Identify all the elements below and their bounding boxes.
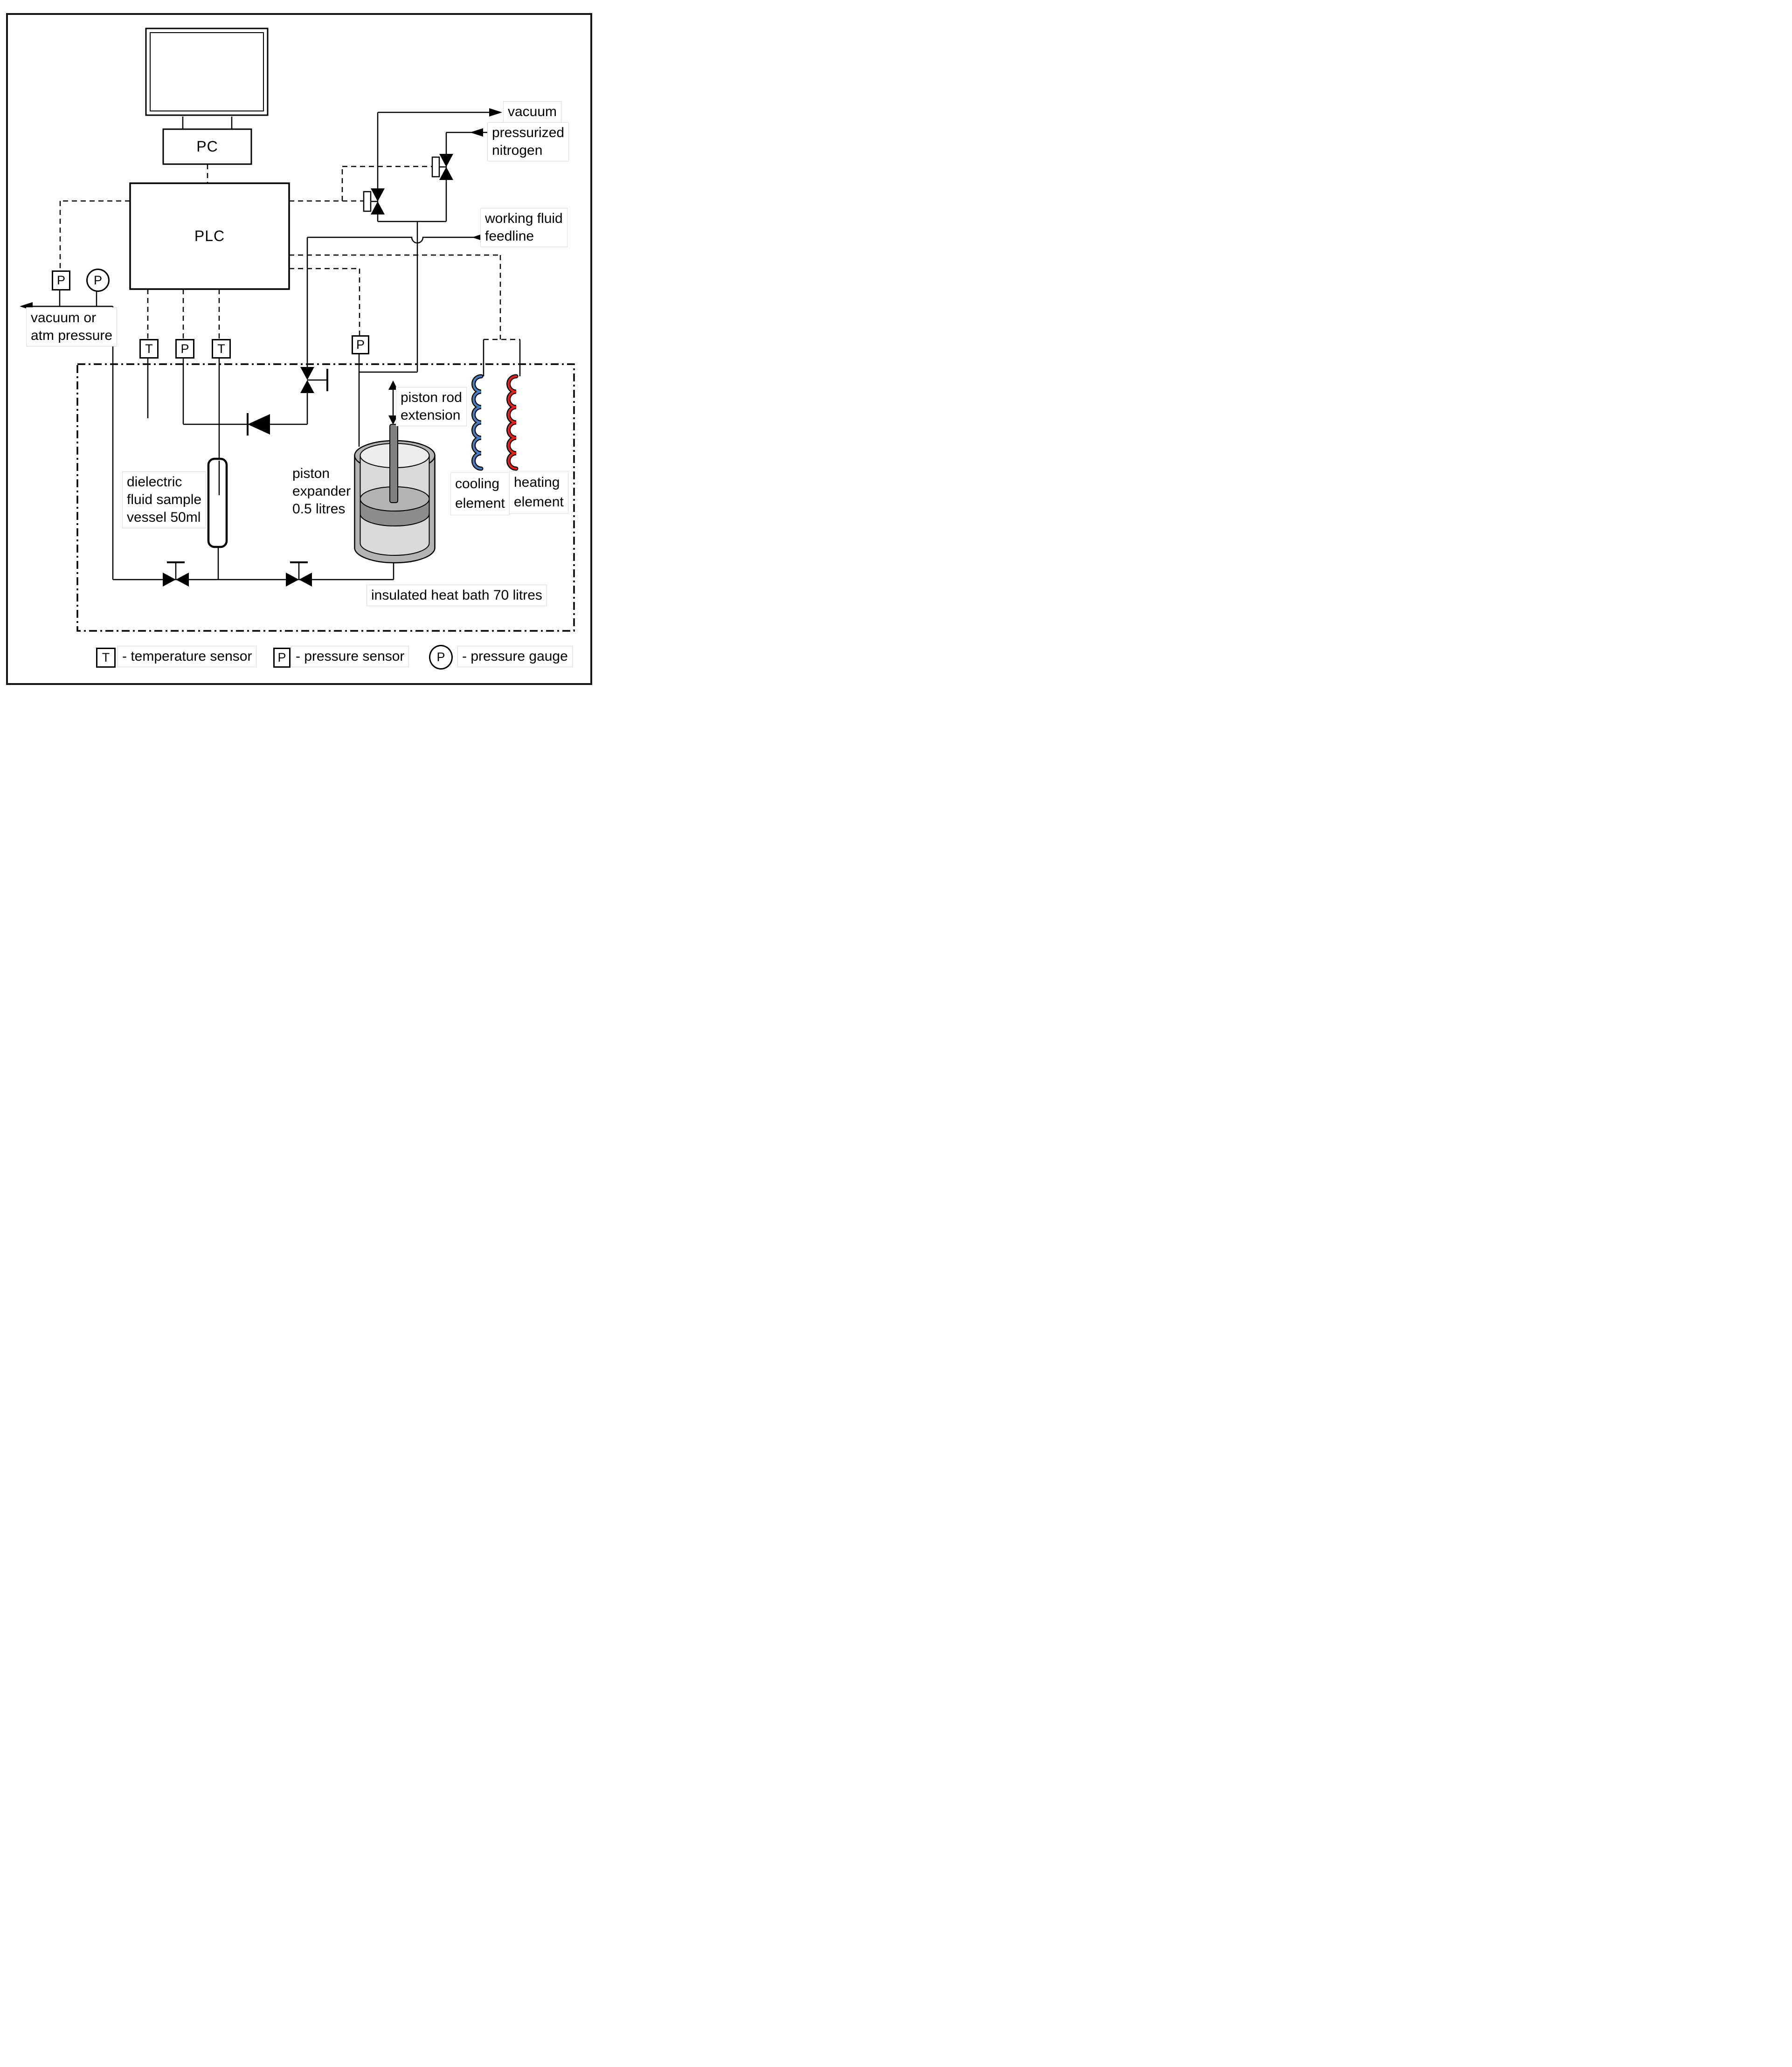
drain-manifold <box>113 547 394 580</box>
element-power-signal <box>289 255 520 339</box>
piston-rod <box>390 424 398 503</box>
feedline-valve <box>300 367 327 393</box>
working-fluid-feedline-label <box>480 208 567 247</box>
pressure-sensor-expander <box>352 335 369 354</box>
pressure-sensor-vacuum-line <box>52 270 70 290</box>
piston-pressure-signal <box>289 269 360 335</box>
label-line: expander <box>292 484 351 499</box>
drain-valve-right <box>286 562 312 587</box>
label-line: vacuum or <box>31 310 97 325</box>
label-line: working fluid <box>485 211 563 226</box>
plc-label: PLC <box>194 228 225 244</box>
plc-left-pressure-signal <box>60 201 130 270</box>
legend-gauge-label: - pressure gauge <box>457 646 573 667</box>
monitor-stand <box>183 117 232 129</box>
label-line: fluid sample <box>127 492 202 507</box>
label-line: element <box>514 494 564 510</box>
sensor-letter: P <box>56 273 65 287</box>
label-line: extension <box>401 408 461 423</box>
vacuum-control-valve <box>364 188 385 214</box>
temperature-sensor-bath <box>139 339 159 359</box>
heating-coil <box>509 376 517 469</box>
legend-temperature-symbol <box>96 648 116 668</box>
dielectric-vessel-label <box>122 471 206 528</box>
sensor-letter: T <box>217 341 225 356</box>
vacuum-or-atm-label <box>26 307 117 346</box>
pressurized-nitrogen-label <box>487 122 569 161</box>
pressure-sensor-sample <box>175 339 194 359</box>
gauge-letter: P <box>436 650 445 664</box>
nitrogen-valve-signal <box>342 166 432 201</box>
label-line: atm pressure <box>31 328 113 343</box>
cooling-coil <box>474 376 482 469</box>
pc-label: PC <box>196 138 218 155</box>
vacuum-atm-line <box>23 306 113 580</box>
gas-junction-line <box>359 221 446 372</box>
label-line: dielectric <box>127 474 182 490</box>
sensor-letter: P <box>356 338 365 352</box>
label-line: piston <box>292 466 330 481</box>
monitor-screen <box>150 33 263 111</box>
pressure-gauge-vacuum-line <box>86 269 110 292</box>
piston-expander-vessel <box>355 424 435 563</box>
label-line: vessel 50ml <box>127 510 201 525</box>
arrow-to-vacuum-icon <box>489 108 502 117</box>
label-line: cooling <box>455 476 500 491</box>
sensor-letter: P <box>277 650 286 664</box>
legend-temperature-label: - temperature sensor <box>118 646 256 667</box>
sample-vessel <box>208 459 227 547</box>
sensor-letter: T <box>102 650 110 664</box>
control-signal-lines <box>60 164 520 339</box>
piston-expander-label <box>288 463 355 519</box>
sensor-letter: T <box>145 341 153 356</box>
vacuum-label: vacuum <box>503 101 561 123</box>
legend-pressure-symbol <box>273 648 291 668</box>
label-line: pressurized <box>492 125 565 140</box>
label-line: feedline <box>485 228 534 244</box>
label-line: heating <box>514 475 560 490</box>
drain-valve-left <box>163 562 189 587</box>
element-hangers <box>484 339 520 376</box>
heat-bath-label: insulated heat bath 70 litres <box>367 585 547 606</box>
piston-rod-extension-label <box>396 387 467 426</box>
gauge-stems <box>60 288 97 306</box>
cooling-element-label <box>450 472 510 515</box>
check-valve <box>248 413 270 436</box>
gauge-letter: P <box>93 273 102 287</box>
label-line: 0.5 litres <box>292 501 346 517</box>
nitrogen-control-valve <box>432 154 453 180</box>
label-line: nitrogen <box>492 143 543 158</box>
feedline <box>307 237 481 243</box>
legend-gauge-symbol <box>429 645 453 670</box>
sensor-signals <box>148 289 219 339</box>
legend-pressure-label: - pressure sensor <box>291 646 409 667</box>
heating-element-label <box>509 471 568 514</box>
label-line: element <box>455 496 505 511</box>
sensor-letter: P <box>180 341 189 356</box>
label-line: piston rod <box>401 390 462 405</box>
temperature-sensor-sample <box>212 339 231 359</box>
arrow-from-nitrogen-icon <box>470 128 483 137</box>
process-diagram <box>0 0 597 689</box>
